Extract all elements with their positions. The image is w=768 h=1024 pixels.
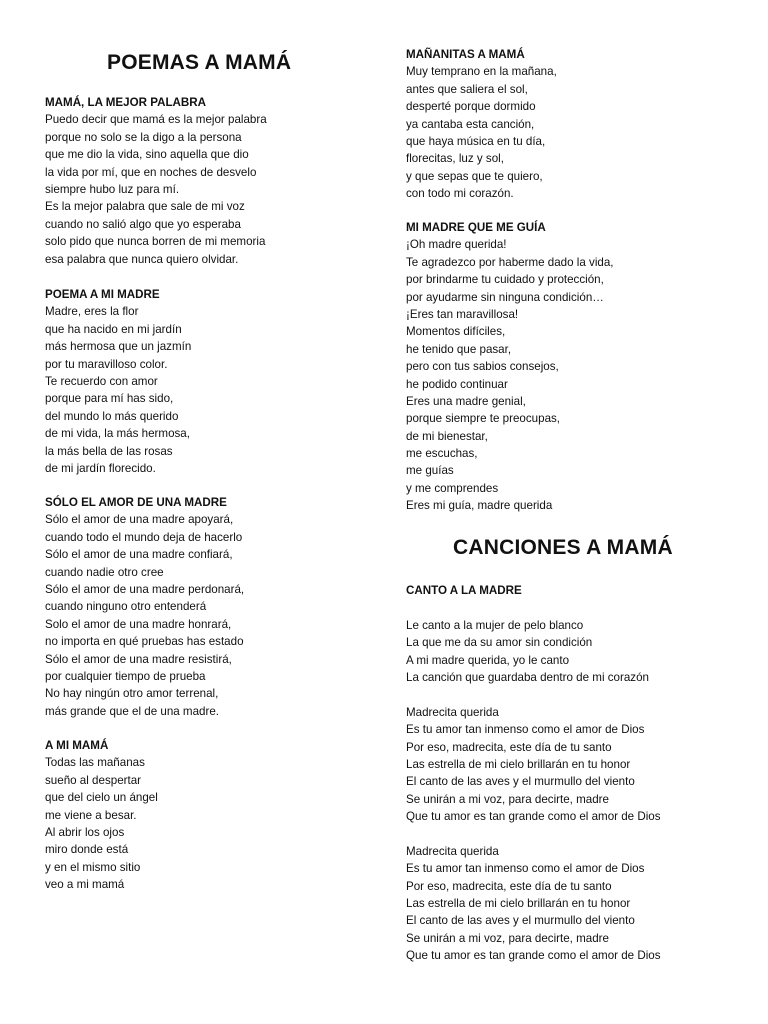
poem-line: Sólo el amor de una madre perdonará, <box>45 582 245 596</box>
song-line: Por eso, madrecita, este día de tu santo <box>406 879 612 893</box>
song-line: A mi madre querida, yo le canto <box>406 653 570 667</box>
song-line: Es tu amor tan inmenso como el amor de Dios <box>406 862 645 876</box>
poem-line: Al abrir los ojos <box>45 825 125 839</box>
poem-line: me escuchas, <box>406 447 478 461</box>
song-line: El canto de las aves y el murmullo del viento <box>406 914 635 928</box>
poem-line: que del cielo un ángel <box>45 791 158 805</box>
poem-line: solo pido que nunca borren de mi memoria <box>45 235 266 249</box>
poem-line: cuando no salió algo que yo esperaba <box>45 217 241 231</box>
poem-line: que ha nacido en mi jardín <box>45 322 182 336</box>
poem-mi-madre-que-me-guia <box>406 219 614 515</box>
poem-line: Solo el amor de una madre honrará, <box>45 617 232 631</box>
poem-line: con todo mi corazón. <box>406 187 514 201</box>
poem-title: SÓLO EL AMOR DE UNA MADRE <box>45 496 227 509</box>
poem-title: A MI MAMÁ <box>45 739 109 752</box>
poem-line: veo a mi mamá <box>45 878 125 892</box>
poem-line: Puedo decir que mamá es la mejor palabra <box>45 113 267 127</box>
song-line: El canto de las aves y el murmullo del viento <box>406 775 635 789</box>
poem-line: porque para mí has sido, <box>45 392 174 406</box>
poem-title: MI MADRE QUE ME GUÍA <box>406 221 546 234</box>
poem-title: MAMÁ, LA MEJOR PALABRA <box>45 96 207 109</box>
song-line: Le canto a la mujer de pelo blanco <box>406 618 584 632</box>
poem-line: antes que saliera el sol, <box>406 82 528 96</box>
stanza-gap <box>406 599 661 616</box>
stanza-gap <box>406 686 661 703</box>
poem-line: Te agradezco por haberme dado la vida, <box>406 255 614 269</box>
poem-line: Madre, eres la flor <box>45 305 139 319</box>
poem-line: más hermosa que un jazmín <box>45 340 192 354</box>
poem-line: he tenido que pasar, <box>406 342 512 356</box>
poem-a-mi-madre <box>45 286 191 477</box>
poem-line: Sólo el amor de una madre confiará, <box>45 548 233 562</box>
poem-line: y que sepas que te quiero, <box>406 169 543 183</box>
poem-line: por cualquier tiempo de prueba <box>45 669 206 683</box>
poem-line: Muy temprano en la mañana, <box>406 65 557 79</box>
poem-line: Es la mejor palabra que sale de mi voz <box>45 200 245 214</box>
song-line: Por eso, madrecita, este día de tu santo <box>406 740 612 754</box>
poem-line: Sólo el amor de una madre resistirá, <box>45 652 232 666</box>
poem-line: Eres una madre genial, <box>406 394 526 408</box>
poem-line: por ayudarme sin ninguna condición… <box>406 290 604 304</box>
poem-a-mi-mama <box>45 737 158 894</box>
song-line: Se unirán a mi voz, para decirte, madre <box>406 792 609 806</box>
poem-line: porque no solo se la digo a la persona <box>45 130 242 144</box>
poem-line: la más bella de las rosas <box>45 444 173 458</box>
poem-line: por tu maravilloso color. <box>45 357 168 371</box>
poem-line: y en el mismo sitio <box>45 860 141 874</box>
poem-line: porque siempre te preocupas, <box>406 412 561 426</box>
poem-line: Sólo el amor de una madre apoyará, <box>45 513 234 527</box>
poem-line: por brindarme tu cuidado y protección, <box>406 273 604 287</box>
poem-title: POEMA A MI MADRE <box>45 288 160 301</box>
song-line: Se unirán a mi voz, para decirte, madre <box>406 931 609 945</box>
poem-line: he podido continuar <box>406 377 508 391</box>
poem-line: de mi bienestar, <box>406 429 488 443</box>
poem-line: ¡Oh madre querida! <box>406 238 507 252</box>
poem-line: ya cantaba esta canción, <box>406 117 535 131</box>
poem-line: no importa en qué pruebas has estado <box>45 635 244 649</box>
song-line: Que tu amor es tan grande como el amor de Dios <box>406 810 661 824</box>
song-canto-a-la-madre <box>406 582 661 965</box>
poem-line: No hay ningún otro amor terrenal, <box>45 687 219 701</box>
poems-heading: POEMAS A MAMÁ <box>107 51 292 74</box>
poem-line: que haya música en tu día, <box>406 134 546 148</box>
poem-line: florecitas, luz y sol, <box>406 152 504 166</box>
poem-line: de mi jardín florecido. <box>45 461 156 475</box>
poem-line: sueño al despertar <box>45 773 142 787</box>
song-line: Que tu amor es tan grande como el amor de Dios <box>406 949 661 963</box>
song-line: La que me da su amor sin condición <box>406 636 593 650</box>
song-line: Es tu amor tan inmenso como el amor de Dios <box>406 723 645 737</box>
poem-line: la vida por mí, que en noches de desvelo <box>45 165 257 179</box>
poem-line: más grande que el de una madre. <box>45 704 220 718</box>
poem-line: Te recuerdo con amor <box>45 374 158 388</box>
poem-line: me guías <box>406 464 454 478</box>
poem-line: siempre hubo luz para mí. <box>45 182 180 196</box>
poem-line: me viene a besar. <box>45 808 137 822</box>
poem-line: cuando nadie otro cree <box>45 565 164 579</box>
poem-line: Todas las mañanas <box>45 756 145 770</box>
poem-mama-la-mejor-palabra <box>45 94 267 268</box>
poem-line: Momentos difíciles, <box>406 325 506 339</box>
stanza-gap <box>406 825 661 842</box>
song-line: Las estrella de mi cielo brillarán en tu honor <box>406 897 631 911</box>
poem-line: miro donde está <box>45 843 129 857</box>
poem-line: de mi vida, la más hermosa, <box>45 427 190 441</box>
poem-line: esa palabra que nunca quiero olvidar. <box>45 252 239 266</box>
song-title: CANTO A LA MADRE <box>406 584 522 597</box>
song-line: Madrecita querida <box>406 705 499 719</box>
poem-mananitas-a-mama <box>406 46 557 203</box>
poem-line: del mundo lo más querido <box>45 409 179 423</box>
songs-heading: CANCIONES A MAMÁ <box>453 536 673 559</box>
poem-title: MAÑANITAS A MAMÁ <box>406 48 525 61</box>
song-line: Madrecita querida <box>406 844 499 858</box>
poem-line: ¡Eres tan maravillosa! <box>406 307 519 321</box>
song-line: Las estrella de mi cielo brillarán en tu honor <box>406 757 631 771</box>
poem-solo-el-amor-de-una-madre <box>45 494 244 720</box>
poem-line: que me dio la vida, sino aquella que dio <box>45 148 249 162</box>
poem-line: Eres mi guía, madre querida <box>406 499 553 513</box>
poem-line: cuando ninguno otro entenderá <box>45 600 207 614</box>
poem-line: y me comprendes <box>406 481 499 495</box>
poem-line: desperté porque dormido <box>406 100 536 114</box>
poem-line: pero con tus sabios consejos, <box>406 360 559 374</box>
poem-line: cuando todo el mundo deja de hacerlo <box>45 530 243 544</box>
song-line: La canción que guardaba dentro de mi corazón <box>406 670 649 684</box>
